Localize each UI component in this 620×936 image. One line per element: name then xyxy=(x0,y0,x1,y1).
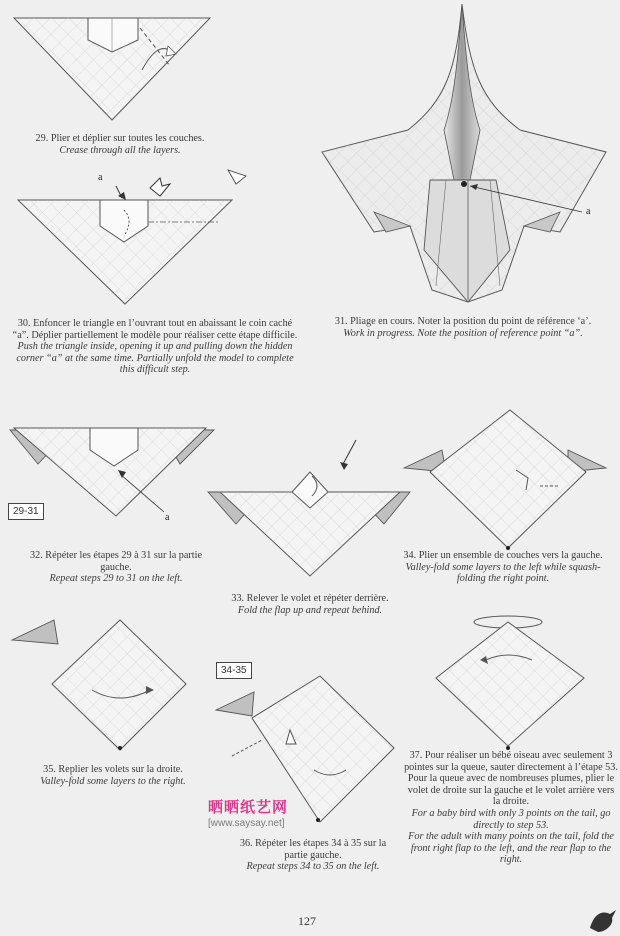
step33-figure xyxy=(208,440,410,576)
step31-en: Work in progress. Note the position of reference point “a”. xyxy=(343,327,583,339)
step31-caption xyxy=(320,316,606,339)
step37-en2: For the adult with many points on the tail, fold the front right flap to the left, and the rear flap to the right. xyxy=(408,831,614,866)
watermark-url: [www.saysay.net] xyxy=(208,818,285,829)
step-range-box-29-31: 29-31 xyxy=(8,503,44,520)
step37-figure xyxy=(436,616,584,750)
step29-en: Crease through all the layers. xyxy=(59,144,181,156)
ref-label-a-step31: a xyxy=(586,206,591,217)
step-range-box-34-35: 34-35 xyxy=(216,662,252,679)
step37-fr: 37. Pour réaliser un bébé oiseau avec seulement 3 pointes sur la queue, sauter directement à l’étape 53. xyxy=(404,750,618,773)
step35-fr: 35. Replier les volets sur la droite. xyxy=(43,764,183,775)
step35-en: Valley-fold some layers to the right. xyxy=(40,775,186,787)
step31-figure xyxy=(322,4,606,302)
step30-en: Push the triangle inside, opening it up and pulling down the hidden corner “a” at the same time. Partially unfold the model to complete this difficult step. xyxy=(16,341,294,376)
ref-label-a-step32: a xyxy=(165,512,170,523)
step34-caption xyxy=(396,550,610,585)
step34-fr: 34. Plier un ensemble de couches vers la gauche. xyxy=(403,550,603,561)
step34-figure xyxy=(404,410,606,550)
step37-fr2: Pour la queue avec de nombreuses plumes, plier le volet de droite sur la gauche et le volet arrière vers la droite. xyxy=(407,773,615,808)
watermark-title: 晒晒纸艺网 xyxy=(208,799,289,816)
step29-fr: 29. Plier et déplier sur toutes les couches. xyxy=(35,133,205,144)
step35-caption xyxy=(8,764,218,787)
step37-caption xyxy=(404,750,618,866)
step32-caption xyxy=(26,550,206,585)
step33-en: Fold the flap up and repeat behind. xyxy=(237,604,383,616)
step36-fr: 36. Répéter les étapes 34 à 35 sur la partie gauche. xyxy=(239,838,387,861)
step33-fr: 33. Relever le volet et répéter derrière. xyxy=(231,593,389,604)
step30-fr: 30. Enfoncer le triangle en l’ouvrant tout en abaissant le coin caché “a”. Déplier partiellement le modèle pour réaliser cette étape difficile. xyxy=(12,318,298,341)
step29-figure xyxy=(14,18,210,120)
step32-en: Repeat steps 29 to 31 on the left. xyxy=(49,573,183,585)
ref-label-a-step30: a xyxy=(98,172,103,183)
step32-fr: 32. Répéter les étapes 29 à 31 sur la partie gauche. xyxy=(30,550,202,573)
step30-caption xyxy=(10,318,300,376)
bird-silhouette-icon xyxy=(590,910,616,932)
step31-fr: 31. Pliage en cours. Noter la position du point de référence ‘a’. xyxy=(334,316,592,327)
step36-en: Repeat steps 34 to 35 on the left. xyxy=(246,861,380,873)
page-number: 127 xyxy=(298,914,316,928)
step36-caption xyxy=(228,838,398,873)
step37-en: For a baby bird with only 3 points on the tail, go directly to step 53. xyxy=(411,807,611,831)
step34-en: Valley-fold some layers to the left while squash-folding the right point. xyxy=(405,561,601,585)
step35-figure xyxy=(12,620,186,750)
step29-caption xyxy=(10,133,230,156)
step33-caption xyxy=(206,593,414,616)
step30-figure xyxy=(18,170,246,304)
